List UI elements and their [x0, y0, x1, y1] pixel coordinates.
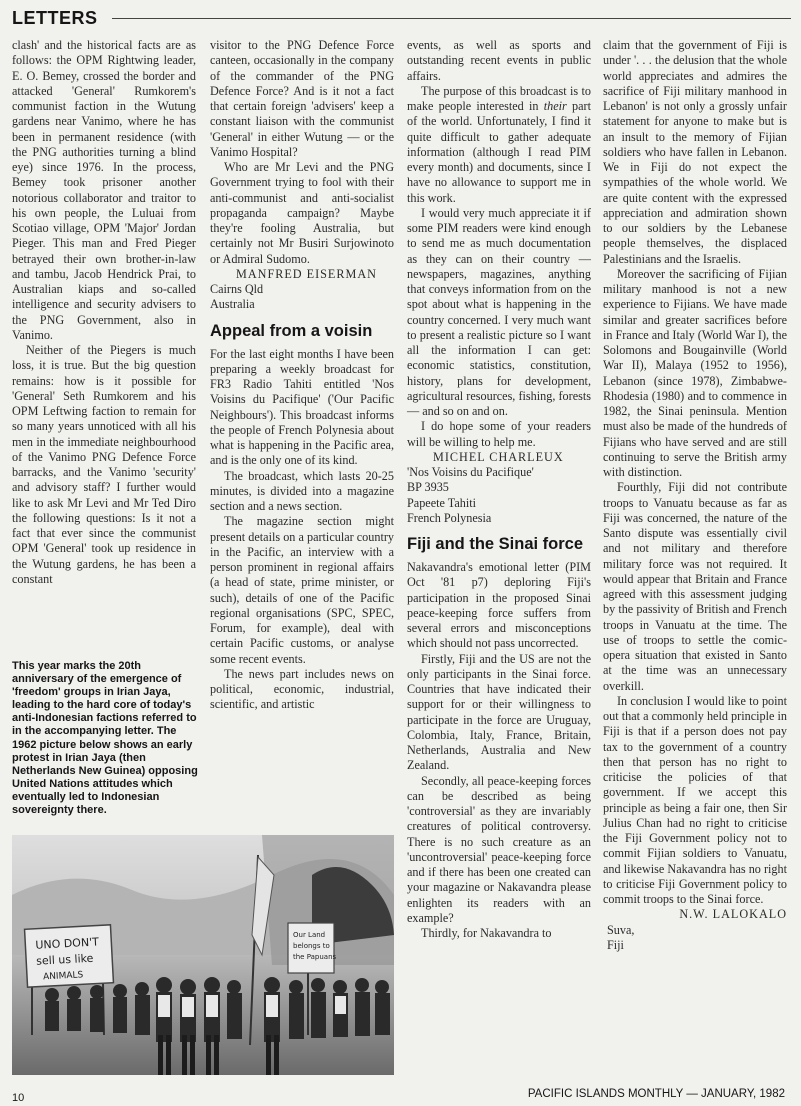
protest-photo: [12, 835, 394, 1075]
section-title: LETTERS: [12, 8, 98, 28]
protest-photo-illustration: [12, 835, 394, 1075]
letter-paragraph: The magazine section might present details on a particular country in the Pacific, an interview with a person prominent in regional affairs (a head of state, prime minister, or such), details of one of the Pacific regional organisations (SPC, SPEC, Forum, for example), deal with certain Pacific customs, or analyse some recent events.: [210, 514, 394, 666]
letter-paragraph: [407, 84, 591, 206]
signature-city: Cairns Qld: [210, 282, 264, 296]
page-number: 10: [12, 1092, 25, 1104]
protest-sign-left-line3: ANIMALS: [42, 970, 84, 983]
letter-paragraph: Thirdly, for Nakavandra to: [421, 926, 552, 940]
page-header: [12, 8, 791, 28]
header-rule: [112, 18, 791, 19]
signature-line: Papeete Tahiti: [407, 495, 476, 510]
letter-paragraph: claim that the government of Fiji is under '. . . the delusion that the whole world appreciates and admires the sacrifice of Fiji military manhood in Lebanon' is not only a grossly unfair statement for anyone to make but is an insult to the memory of Fijian soldiers who have fallen in Lebanon. We in Fiji do not expect the sympathies of the whole world. We are quite content with the expressed appreciation and admiration shown to our soldiers by the Lebanese people themselves, the displaced Palestinians and the Israelis.: [603, 38, 787, 266]
letter-paragraph: The broadcast, which lasts 20-25 minutes, is divided into a magazine section and a news section.: [210, 468, 394, 513]
letter-paragraph: Neither of the Piegers is much loss, it is true. But the big question remains: how is it possible for 'General' Seth Rumkorem and his OPM Leftwing faction to remain for so many years unnoticed with all his men in the immediate neighbourhood of the Vanimo PNG Defence Force barracks, and the Vanimo 'security' and advisory staff? I further would like to ask Mr Levi and Mr Ted Diro the following questions: Is it not a fact that ever since the communist OPM 'General' took up residence in the Wutung gardens, he has been a constant: [12, 343, 196, 586]
letter-paragraph: Who are Mr Levi and the PNG Government trying to fool with their anti-communist and anti-socialist propaganda campaign? Maybe they're fooling Australia, but certainly not Mr Busiri Surjowinoto or Admiral Sudomo.: [210, 160, 394, 266]
letter-paragraph: The news part includes news on political, economic, industrial, scientific, and artistic: [210, 666, 394, 712]
letter-heading: Appeal from a voisin: [210, 321, 373, 340]
column-3: [407, 38, 591, 941]
letter-paragraph: Fourthly, Fiji did not contribute troops to Vanuatu because as far as Fiji was concerned, the nature of the Santo dispute was essentially civil and not military and therefore military force was not required. It would appear that Britain and France agreed with this assessment judging by the passivity of British and French troops in Vanuatu at the time. The use of troops to settle the comic-opera situation that existed in Santo at the time was an unnecessary overkill.: [603, 480, 787, 693]
photo-caption: This year marks the 20th anniversary of the emergence of 'freedom' groups in Irian Jaya, leading to the hard core of today's anti-Indonesian factions referred to in the accompanying letter. The 1962 picture below shows an early protest in Irian Jaya (then Netherlands New Guinea) opposing United Nations attitudes which eventually led to Indonesian sovereignty there.: [12, 660, 198, 817]
letter-heading: Fiji and the Sinai force: [407, 535, 584, 553]
letter-paragraph: Secondly, all peace-keeping forces can be described as being 'controversial' as they are invariably creatures of political controversy. There is no such creature as an 'uncontroversial' peace-keeping force and if there has been one created can your magazine or Nakavandra please enlighten its readers with an example?: [407, 773, 591, 925]
column-4: [603, 38, 787, 953]
text-run: The purpose of this broadcast is to make people interested in: [407, 83, 591, 113]
signature-line: French Polynesia: [407, 510, 492, 525]
magazine-footer: PACIFIC ISLANDS MONTHLY — JANUARY, 1982: [527, 1088, 785, 1100]
letter-paragraph: For the last eight months I have been preparing a weekly broadcast for FR3 Radio Tahiti entitled 'Nos Voisins du Pacifique' ('Our Pacific Neighbours'). This broadcast informs the people of French Polynesia about what is happening in the Pacific area, and is the only one of its kind.: [210, 346, 394, 468]
text-run: part of the world. Unfortunately, I find it quite difficult to gather adequate information (although I read PIM every month) and documents, since I have no allowance to support me in this work.: [407, 99, 592, 205]
emphasis-text: their: [543, 99, 567, 113]
letter-paragraph: Firstly, Fiji and the US are not the only participants in the Sinai force. Countries that have indicated their support for or their willingness to participate in the force are Uruguay, Colombia, Italy, France, Britain, Netherlands, Australia and New Zealand.: [407, 651, 591, 773]
protest-sign-left-line1: UNO DON'T: [35, 935, 100, 952]
signature-line: 'Nos Voisins du Pacifique': [407, 465, 534, 479]
letter-paragraph: visitor to the PNG Defence Force canteen, occasionally in the company of the commander of the PNG Defence Force? And is it not a fact that certain foreign 'advisers' keep a constant liaison with the communist 'General' in either Wutung — or the Vanimo Hospital?: [210, 38, 394, 159]
signature-city: Suva,: [607, 922, 635, 937]
svg-text:belongs to: belongs to: [293, 942, 330, 950]
letter-paragraph: Moreover the sacrificing of Fijian military manhood is not a new experience to Fijians. We have made similar and greater sacrifices before in France and Italy (World War I), the Solomons and Bougainville (World War II), Malaya (1952 to 1956), Lebanon (since 1978), Zimbabwe-Rhodesia (1980) and to commence in 1982, the Sinai peninsula. Mention must also be made of the hundreds of Fijians who have served and are still continuing to serve the British army with distinction.: [603, 266, 787, 479]
letter-paragraph: events, as well as sports and outstanding recent events in public affairs.: [407, 38, 591, 83]
letter-paragraph: I do hope some of your readers will be willing to help me.: [407, 419, 591, 449]
column-2: [210, 38, 394, 713]
svg-text:the Papuans: the Papuans: [293, 953, 337, 961]
signature-name: MICHEL CHARLEUX: [433, 449, 564, 464]
signature-line: BP 3935: [407, 480, 449, 495]
signature-country: Australia: [210, 297, 255, 312]
letter-paragraph: clash' and the historical facts are as follows: the OPM Rightwing leader, E. O. Bemey, crossed the border and attacked 'General' Rumkorem's communist faction in the Wutung gardens near Vanimo, where he has been in permanent residence (with the PNG authorities turning a blind eye) since 1976. In the process, Bemey took prisoner another notorious collaborator and traitor to his own people, the Luluai from Scotiao village, OPM 'Major' Jordan Pieger. This man and Fred Pieger betrayed their own brother-in-law and tambu, Jacob Hendrick Prai, to Australian kiaps and so-called intelligence and security advisers to the PNG Government, also in Vanimo.: [12, 38, 196, 342]
signature-country: Fiji: [607, 937, 624, 952]
letter-paragraph: In conclusion I would like to point out that a commonly held principle in Fiji is that if a person does not pay tax to the government of a country then that person has no right to criticise the policies of that government. If we accept this principle as being a fair one, then Sir Julius Chan had no right to criticise the Fiji Government policy not to commit Fijian soldiers to Vanuatu, and likewise Nakavandra has no right to criticise Fiji Government policy to commit troops to the Sinai force.: [603, 693, 787, 906]
signature-name: MANFRED EISERMAN: [236, 266, 377, 281]
protest-sign-left-line2: sell us like: [35, 951, 94, 968]
signature-name: N.W. LALOKALO: [679, 907, 787, 922]
letter-paragraph: Nakavandra's emotional letter (PIM Oct '81 p7) deploring Fiji's participation in the proposed Sinai peace-keeping force suffers from several errors and misconceptions which should not pass uncorrected.: [407, 560, 591, 651]
column-1: [12, 38, 196, 587]
letter-paragraph: I would very much appreciate it if some PIM readers were kind enough to send me as much documentation as they can on their country — newspapers, magazines, anything that conveys information from on the spot about what is happening in the country concerned. I very much want to present a realistic picture so I want all the information I can get: economic statistics, constitution, history, plans for development, agricultural resources, fishing, forests — and so on and on.: [407, 205, 591, 418]
svg-text:Our Land: Our Land: [293, 931, 326, 939]
